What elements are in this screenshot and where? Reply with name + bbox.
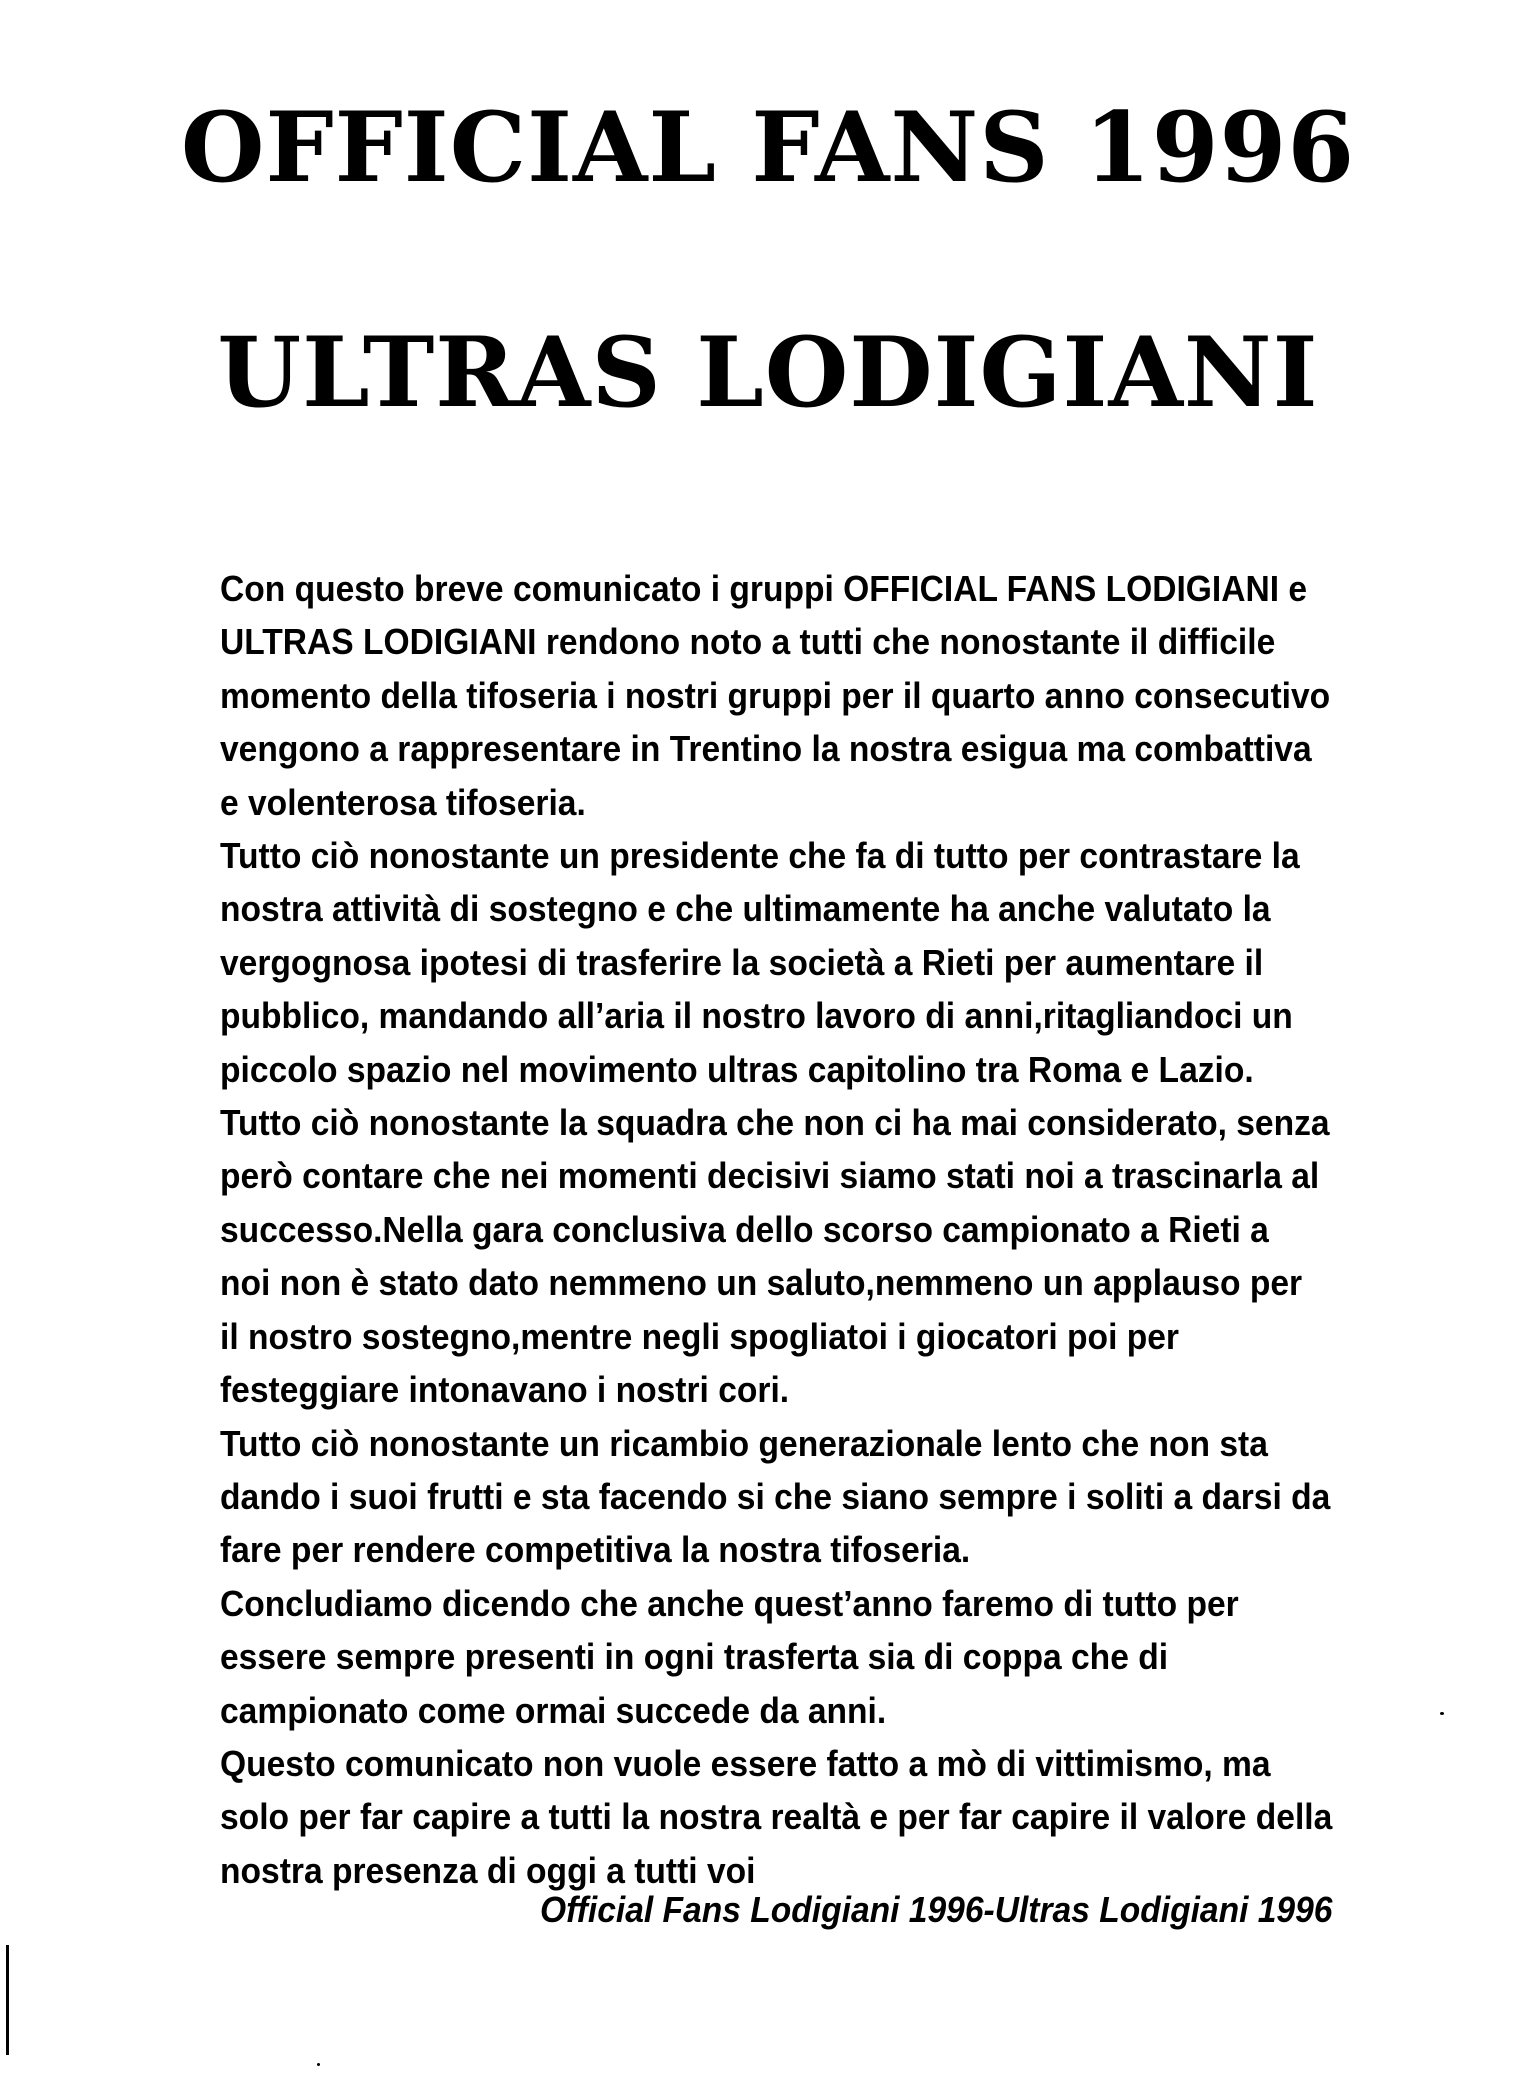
body-line: Tutto ciò nonostante la squadra che non ci ha mai considerato, senza: [220, 1102, 1330, 1144]
document-signature: Official Fans Lodigiani 1996-Ultras Lodigiani 1996: [540, 1889, 1333, 1930]
body-line: Tutto ciò nonostante un presidente che fa di tutto per contrastare la: [220, 835, 1300, 877]
body-line: però contare che nei momenti decisivi siamo stati noi a trascinarla al: [220, 1155, 1320, 1197]
body-line: il nostro sostegno,mentre negli spogliatoi i giocatori poi per: [220, 1315, 1179, 1357]
body-line: ULTRAS LODIGIANI rendono noto a tutti che nonostante il difficile: [220, 621, 1276, 663]
document-title-line-2: ULTRAS LODIGIANI: [217, 316, 1319, 429]
body-line: vergognosa ipotesi di trasferire la società a Rieti per aumentare il: [220, 941, 1264, 983]
body-line: pubblico, mandando all’aria il nostro lavoro di anni,ritagliandoci un: [220, 995, 1293, 1037]
body-line: campionato come ormai succede da anni.: [220, 1689, 887, 1731]
body-line: momento della tifoseria i nostri gruppi per il quarto anno consecutivo: [220, 674, 1331, 716]
body-line: piccolo spazio nel movimento ultras capitolino tra Roma e Lazio.: [220, 1048, 1254, 1090]
body-line: nostra attività di sostegno e che ultimamente ha anche valutato la: [220, 888, 1271, 930]
body-line: solo per far capire a tutti la nostra realtà e per far capire il valore della: [220, 1796, 1333, 1838]
body-line: Tutto ciò nonostante un ricambio generazionale lento che non sta: [220, 1422, 1268, 1464]
body-line: dando i suoi frutti e sta facendo si che siano sempre i soliti a darsi da: [220, 1475, 1331, 1517]
scan-speck: [317, 2063, 320, 2066]
body-line: fare per rendere competitiva la nostra tifoseria.: [220, 1529, 971, 1571]
body-line: Questo comunicato non vuole essere fatto a mò di vittimismo, ma: [220, 1742, 1271, 1784]
body-line: Concludiamo dicendo che anche quest’anno faremo di tutto per: [220, 1582, 1239, 1624]
body-line: e volenterosa tifoseria.: [220, 781, 586, 823]
document-title-line-1: OFFICIAL FANS 1996: [180, 91, 1356, 204]
scan-edge-mark: [6, 1945, 9, 2055]
body-line: Con questo breve comunicato i gruppi OFFICIAL FANS LODIGIANI e: [220, 568, 1308, 609]
body-line: festeggiare intonavano i nostri cori.: [220, 1369, 790, 1411]
document-body: [220, 562, 1480, 1897]
body-line: successo.Nella gara conclusiva dello scorso campionato a Rieti a: [220, 1208, 1269, 1250]
body-line: nostra presenza di oggi a tutti voi: [220, 1849, 756, 1891]
body-line: essere sempre presenti in ogni trasferta sia di coppa che di: [220, 1636, 1169, 1678]
body-line: vengono a rappresentare in Trentino la nostra esigua ma combattiva: [220, 728, 1312, 770]
scan-speck: [1440, 1712, 1444, 1715]
body-line: noi non è stato dato nemmeno un saluto,nemmeno un applauso per: [220, 1262, 1303, 1304]
